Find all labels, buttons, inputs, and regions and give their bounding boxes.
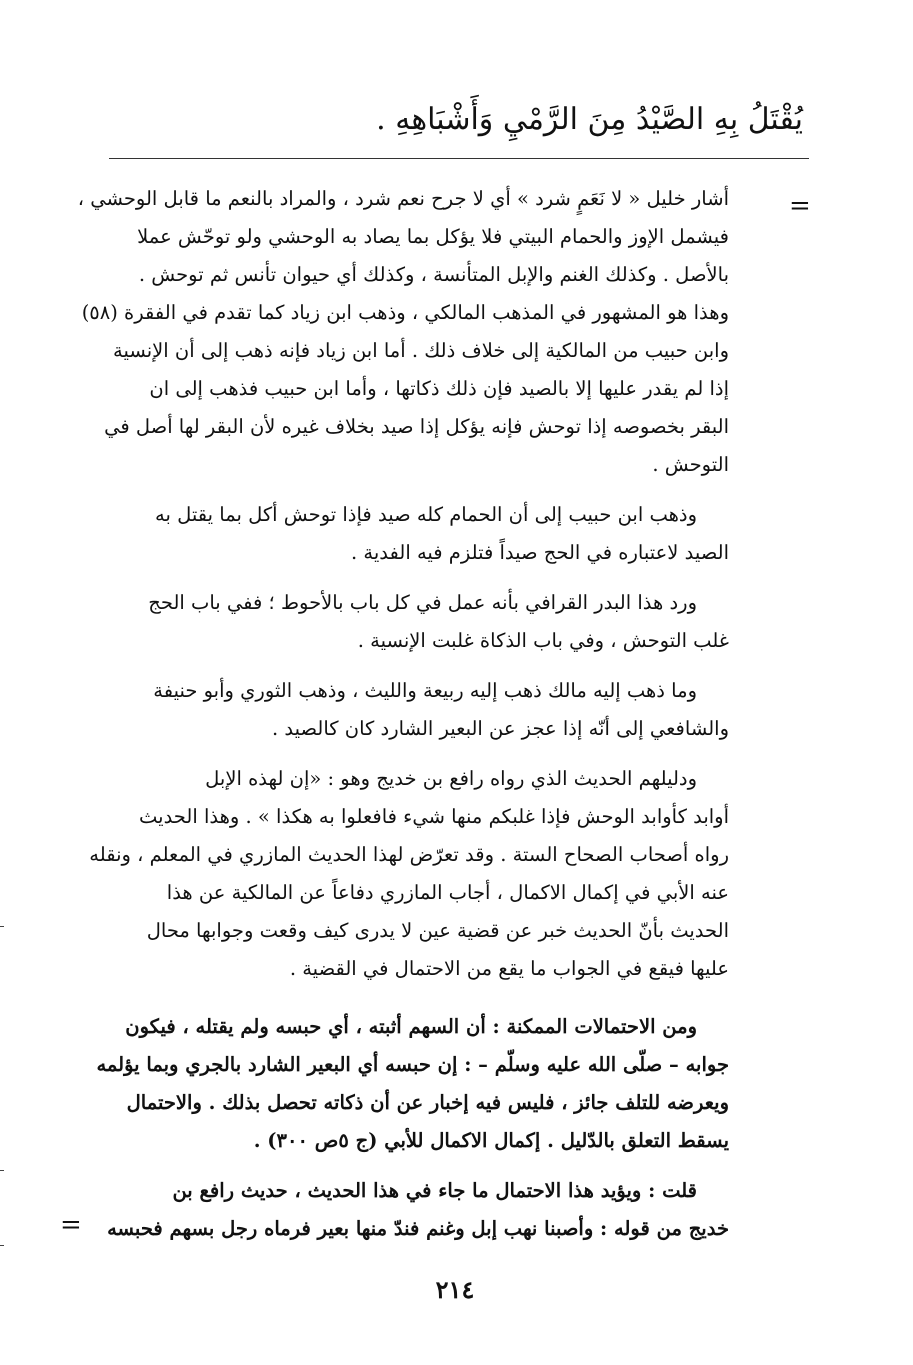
text-line: بالأصل . وكذلك الغنم والإبل المتأنسة ، وكذلك أي حيوان تأنس ثم توحش . — [138, 263, 729, 286]
text-line: ورد هذا البدر القرافي بأنه عمل في كل باب بالأحوط ؛ ففي باب الحج — [148, 591, 697, 614]
header-rule — [109, 158, 809, 159]
text-line: التوحش . — [652, 453, 729, 476]
text-line: غلب التوحش ، وفي باب الذكاة غلبت الإنسية . — [357, 629, 729, 652]
paragraph — [91, 760, 729, 988]
text-line: البقر بخصوصه إذا توحش فإنه يؤكل إذا صيد بخلاف غيره لأن البقر لها أصل في — [104, 415, 729, 438]
text-line: الصيد لاعتباره في الحج صيداً فتلزم فيه الفدية . — [351, 541, 729, 564]
paragraph — [91, 1008, 729, 1160]
text-line: وذهب ابن حبيب إلى أن الحمام كله صيد فإذا توحش أكل بما يقتل به — [155, 503, 697, 526]
text-line: وما ذهب إليه مالك ذهب إليه ربيعة والليث ، وذهب الثوري وأبو حنيفة — [153, 679, 697, 702]
margin-tick — [0, 926, 4, 927]
text-line: خديج من قوله : وأصبنا نهب إبل وغنم فندّ منها بعير فرماه رجل بسهم فحبسه — [107, 1217, 729, 1240]
text-line: قلت : ويؤيد هذا الاحتمال ما جاء في هذا الحديث ، حديث رافع بن — [172, 1179, 697, 1202]
text-line: فيشمل الإوز والحمام البيتي فلا يؤكل بما يصاد به الوحشي ولو توحّش عملا — [137, 225, 729, 248]
text-line: الحديث بأنّ الحديث خبر عن قضية عين لا يدرى كيف وقعت وجوابها محال — [146, 919, 729, 942]
text-line: عنه الأبي في إكمال الاكمال ، أجاب المازري دفاعاً عن المالكية عن هذا — [166, 881, 729, 904]
paragraph — [77, 180, 729, 484]
text-line: ويعرضه للتلف جائز ، فليس فيه إخبار عن أن ذكاته تحصل بذلك . والاحتمال — [126, 1091, 729, 1114]
text-line: ومن الاحتمالات الممكنة : أن السهم أثبته ، أي حبسه ولم يقتله ، فيكون — [125, 1015, 697, 1038]
text-line: إذا لم يقدر عليها إلا بالصيد فإن ذلك ذكاتها ، وأما ابن حبيب فذهب إلى ان — [149, 377, 729, 400]
margin-tick — [0, 1245, 4, 1246]
text-line: أوابد كأوابد الوحش فإذا غلبكم منها شيء فافعلوا به هكذا » . وهذا الحديث — [139, 805, 729, 828]
text-line: ودليلهم الحديث الذي رواه رافع بن خديج وهو : «إن لهذه الإبل — [205, 767, 697, 790]
text-line: جوابه – صلّى الله عليه وسلّم – : إن حبسه أي البعير الشارد بالجري وبما يؤلمه — [96, 1053, 729, 1076]
paragraph — [91, 584, 729, 660]
text-line: عليها فيقع في الجواب ما يقع من الاحتمال في القضية . — [289, 957, 729, 980]
paragraph — [91, 1172, 729, 1248]
paragraph — [91, 496, 729, 572]
paragraph — [91, 672, 729, 748]
text-line: أشار خليل « لا نَعَمٍ شرد » أي لا جرح نعم شرد ، والمراد بالنعم ما قابل الوحشي ، — [77, 187, 729, 210]
text-line: رواه أصحاب الصحاح الستة . وقد تعرّض لهذا الحديث المازري في المعلم ، ونقله — [89, 843, 729, 866]
running-header: يُقْتَلُ بِهِ الصَّيْدُ مِنَ الرَّمْيِ وَأَشْبَاهِهِ . — [376, 102, 803, 137]
continuation-mark-top: = — [789, 191, 811, 221]
text-line: وهذا هو المشهور في المذهب المالكي ، وذهب ابن زياد كما تقدم في الفقرة (٥٨) — [81, 301, 729, 324]
margin-tick — [0, 1170, 4, 1171]
text-line: والشافعي إلى أنّه إذا عجز عن البعير الشارد كان كالصيد . — [271, 717, 729, 740]
page-number: ٢١٤ — [435, 1275, 475, 1304]
continuation-mark-bottom: = — [60, 1210, 82, 1240]
text-line: وابن حبيب من المالكية إلى خلاف ذلك . أما ابن زياد فإنه ذهب إلى أن الإنسية — [112, 339, 729, 362]
page-body — [77, 180, 729, 1248]
text-line: يسقط التعلق بالدّليل . إكمال الاكمال للأبي (ج ٥ص ٣٠٠) . — [253, 1129, 729, 1152]
